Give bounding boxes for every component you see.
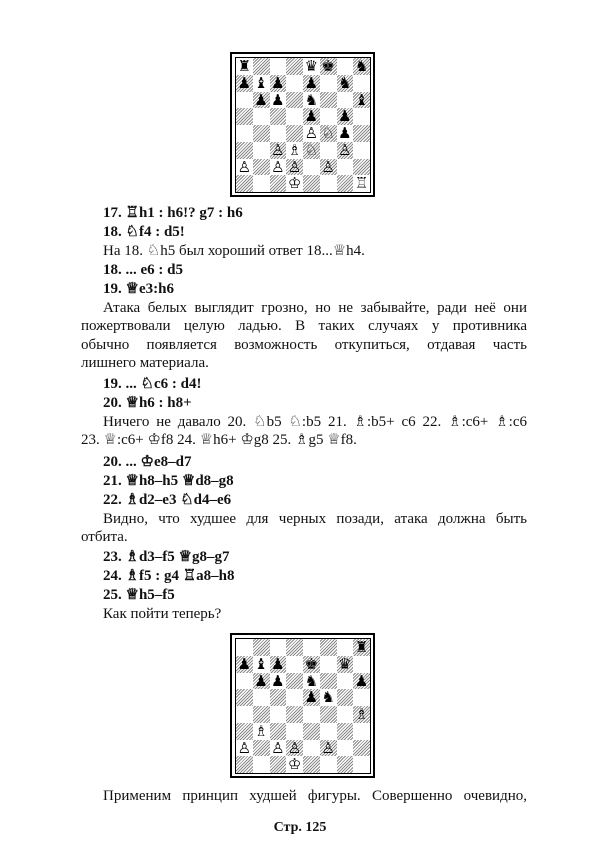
black-pawn-icon: ♟ <box>271 671 285 690</box>
board-square <box>353 142 370 159</box>
black-king-icon: ♚ <box>304 654 319 673</box>
board-square <box>320 723 337 740</box>
move-line: 25. ♕h5–f5 <box>103 587 175 603</box>
board-square <box>270 175 287 192</box>
board-square <box>320 175 337 192</box>
board-square <box>286 125 303 142</box>
board-square <box>320 656 337 673</box>
paragraph-3 <box>81 510 527 547</box>
text-line: Видно, что худшее для черных позади, атака должна быть <box>103 511 527 527</box>
move-line: 22. ♗d2–e3 ♘d4–e6 <box>103 492 232 508</box>
board-square <box>320 108 337 125</box>
board-square <box>253 159 270 176</box>
black-bishop-icon: ♝ <box>254 73 268 92</box>
move-line: 20. ♕h6 : h8+ <box>103 395 192 411</box>
board-square <box>303 756 320 773</box>
black-pawn-icon: ♟ <box>338 107 352 126</box>
black-pawn-icon: ♟ <box>354 671 369 690</box>
white-pawn-icon: ♙ <box>271 140 285 159</box>
board-square <box>236 706 253 723</box>
white-pawn-icon: ♙ <box>237 157 252 176</box>
question-line: Как пойти теперь? <box>103 606 222 622</box>
board-square <box>286 689 303 706</box>
move-line: 19. ... ♘c6 : d4! <box>103 376 202 392</box>
white-pawn-icon: ♙ <box>237 738 252 757</box>
text-line: лишнего материала. <box>81 355 209 372</box>
board-square <box>353 159 370 176</box>
white-bishop-icon: ♗ <box>254 721 268 740</box>
board-square <box>286 723 303 740</box>
board-square <box>337 706 354 723</box>
board-square <box>270 689 287 706</box>
comment-line: На 18. ♘h5 был хороший ответ 18...♕h4. <box>103 243 365 259</box>
black-king-icon: ♚ <box>321 57 335 75</box>
board-square <box>286 92 303 109</box>
move-line: 20. ... ♔e8–d7 <box>103 454 192 470</box>
paragraph-4 <box>81 787 527 805</box>
page-number: Стр. 125 <box>273 820 327 835</box>
board-square <box>303 159 320 176</box>
board-square <box>353 756 370 773</box>
board-square <box>303 639 320 656</box>
black-knight-icon: ♞ <box>304 671 319 690</box>
board-square <box>253 125 270 142</box>
white-pawn-icon: ♙ <box>338 140 352 159</box>
board-square <box>236 92 253 109</box>
board-square <box>320 673 337 690</box>
board-square <box>236 689 253 706</box>
board-square <box>286 656 303 673</box>
move-line: 23. ♗d3–f5 ♕g8–g7 <box>103 549 230 565</box>
move-line: 18. ♘f4 : d5! <box>103 224 185 240</box>
board-square <box>337 92 354 109</box>
board-square <box>270 723 287 740</box>
board-square <box>270 706 287 723</box>
board-square <box>286 58 303 75</box>
paragraph-1 <box>81 299 527 373</box>
white-king-icon: ♔ <box>287 755 302 774</box>
board-square <box>270 58 287 75</box>
black-pawn-icon: ♟ <box>304 107 319 126</box>
board-square <box>286 673 303 690</box>
board-square <box>253 756 270 773</box>
black-pawn-icon: ♟ <box>338 124 352 142</box>
board-square <box>337 756 354 773</box>
board-square <box>337 723 354 740</box>
chess-diagram-1 <box>230 52 375 197</box>
white-knight-icon: ♘ <box>304 140 319 159</box>
board-square <box>353 656 370 673</box>
board-square <box>286 639 303 656</box>
board-square <box>286 706 303 723</box>
black-knight-icon: ♞ <box>304 90 319 109</box>
board-square <box>320 92 337 109</box>
board-square <box>337 740 354 757</box>
board-square <box>253 706 270 723</box>
white-pawn-icon: ♙ <box>304 124 319 142</box>
board-square <box>236 175 253 192</box>
board-grid <box>235 57 371 193</box>
black-knight-icon: ♞ <box>321 688 335 707</box>
board-square <box>236 142 253 159</box>
black-pawn-icon: ♟ <box>237 654 252 673</box>
white-pawn-icon: ♙ <box>321 157 335 176</box>
board-square <box>253 142 270 159</box>
board-square <box>236 673 253 690</box>
board-square <box>353 75 370 92</box>
black-pawn-icon: ♟ <box>304 688 319 707</box>
board-square <box>236 108 253 125</box>
white-pawn-icon: ♙ <box>287 738 302 757</box>
text-line: Атака белых выглядит грозно, но не забывайте, ради неё они <box>103 300 527 316</box>
white-pawn-icon: ♙ <box>321 738 335 757</box>
board-square <box>353 689 370 706</box>
board-square <box>303 706 320 723</box>
white-bishop-icon: ♗ <box>354 705 369 723</box>
text-line: Применим принцип худшей фигуры. Совершенно очевидно, <box>103 788 527 804</box>
black-pawn-icon: ♟ <box>254 90 268 109</box>
black-pawn-icon: ♟ <box>237 73 252 92</box>
board-grid <box>235 638 371 774</box>
text-line: Ничего не давало 20. ♘b5 ♘:b5 21. ♗:b5+ c6 22. ♗:c6+ ♗:c6 <box>103 414 527 430</box>
board-square <box>253 740 270 757</box>
board-square <box>337 639 354 656</box>
board-square <box>253 639 270 656</box>
black-pawn-icon: ♟ <box>271 73 285 92</box>
black-pawn-icon: ♟ <box>271 654 285 673</box>
white-bishop-icon: ♗ <box>287 140 302 159</box>
board-square <box>253 58 270 75</box>
board-square <box>320 706 337 723</box>
board-square <box>286 75 303 92</box>
black-pawn-icon: ♟ <box>254 671 268 690</box>
board-square <box>236 639 253 656</box>
board-square <box>270 756 287 773</box>
board-square <box>270 108 287 125</box>
white-rook-icon: ♖ <box>354 174 369 193</box>
board-square <box>337 159 354 176</box>
board-square <box>286 108 303 125</box>
white-pawn-icon: ♙ <box>271 738 285 757</box>
board-square <box>253 689 270 706</box>
black-pawn-icon: ♟ <box>271 90 285 109</box>
board-square <box>253 108 270 125</box>
board-square <box>270 639 287 656</box>
board-square <box>303 740 320 757</box>
black-bishop-icon: ♝ <box>254 654 268 673</box>
move-line: 18. ... e6 : d5 <box>103 262 183 278</box>
black-bishop-icon: ♝ <box>354 90 369 109</box>
black-queen-icon: ♛ <box>338 654 352 673</box>
black-knight-icon: ♞ <box>338 73 352 92</box>
board-square <box>236 756 253 773</box>
chess-diagram-2 <box>230 633 375 778</box>
black-pawn-icon: ♟ <box>304 73 319 92</box>
board-square <box>236 723 253 740</box>
white-king-icon: ♔ <box>287 174 302 193</box>
text-line: 23. ♕:c6+ ♔f8 24. ♕h6+ ♔g8 25. ♗g5 ♕f8. <box>81 432 357 449</box>
board-square <box>337 673 354 690</box>
board-square <box>236 125 253 142</box>
white-pawn-icon: ♙ <box>287 157 302 176</box>
black-knight-icon: ♞ <box>354 57 369 75</box>
board-square <box>337 175 354 192</box>
board-square <box>353 740 370 757</box>
board-square <box>320 639 337 656</box>
text-line: обычно появляется возможность откупиться, отдавая часть <box>81 336 527 353</box>
move-line: 17. ♖h1 : h6!? g7 : h6 <box>103 205 243 221</box>
board-square <box>320 75 337 92</box>
board-square <box>320 756 337 773</box>
move-line: 19. ♕e3:h6 <box>103 281 174 297</box>
board-square <box>320 142 337 159</box>
board-square <box>253 175 270 192</box>
board-square <box>337 58 354 75</box>
board-square <box>337 689 354 706</box>
paragraph-2 <box>81 413 527 450</box>
black-queen-icon: ♛ <box>304 57 319 75</box>
text-line: отбита. <box>81 529 128 546</box>
move-line: 21. ♕h8–h5 ♕d8–g8 <box>103 473 234 489</box>
move-line: 24. ♗f5 : g4 ♖a8–h8 <box>103 568 235 584</box>
white-pawn-icon: ♙ <box>271 157 285 176</box>
board-square <box>270 125 287 142</box>
white-knight-icon: ♘ <box>321 124 335 142</box>
black-rook-icon: ♜ <box>237 57 252 75</box>
text-line: пожертвовали целую ладью. В таких случаях у противника <box>81 318 527 335</box>
board-square <box>353 125 370 142</box>
black-rook-icon: ♜ <box>354 638 369 656</box>
board-square <box>353 723 370 740</box>
board-square <box>353 108 370 125</box>
board-square <box>303 175 320 192</box>
board-square <box>303 723 320 740</box>
